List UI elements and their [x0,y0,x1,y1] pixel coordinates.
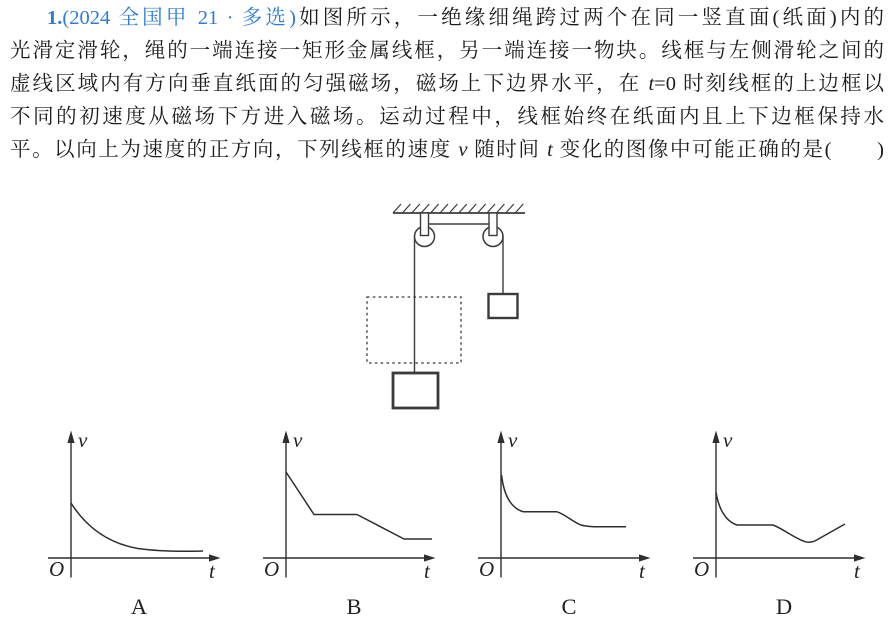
problem-number: 1. [47,7,63,29]
pulley-bracket-left [421,213,429,236]
y-axis-arrow [497,431,504,444]
problem-source-tag: (2024 全国甲 21 · 多选) [62,7,296,29]
text-line-3 [10,68,884,101]
statement-segment: =0 时刻线框的上边框以 [654,73,885,96]
block [489,294,518,318]
origin-label: O [49,557,65,581]
pulley-bracket-right [489,213,497,236]
statement-segment: 不同的初速度从磁场下方进入磁场。运动过程中，线框始终在纸面内且上下边框保持水 [10,106,884,129]
math-var-t: t [648,73,655,96]
t-axis-label: t [854,559,860,583]
math-var-t: t [547,139,553,162]
v-axis-label: v [293,428,303,452]
graph-option-b [263,428,436,619]
v-axis-label: v [78,428,88,452]
statement-segment: 虚线区域内有方向垂直纸面的匀强磁场，磁场上下边界水平，在 [10,73,649,96]
statement-segment: 随时间 [467,139,548,162]
velocity-curve [716,492,845,542]
option-letter-c: C [561,594,577,619]
text-line-2 [10,35,884,68]
t-axis-label: t [209,559,215,583]
statement-segment: 光滑定滑轮，绳的一端连接一矩形金属线框，另一端连接一物块。线框与左侧滑轮之间的 [10,40,884,63]
text-line-1 [10,2,884,35]
velocity-curve [286,472,432,539]
graph-option-d [693,428,866,619]
wire-frame [393,373,438,408]
t-axis-label: t [424,559,430,583]
problem-statement [10,2,884,167]
origin-label: O [479,557,495,581]
text-line-4 [10,101,884,134]
y-axis-arrow [67,431,74,444]
v-axis-label: v [723,428,733,452]
option-graphs [0,425,893,622]
math-var-v: v [458,139,468,162]
origin-label: O [694,557,710,581]
y-axis-arrow [282,431,289,444]
text-line-5 [10,134,884,167]
velocity-curve [502,475,627,527]
option-letter-b: B [346,594,362,619]
y-axis-arrow [712,431,719,444]
statement-segment: 平。以向上为速度的正方向，下列线框的速度 [10,139,459,162]
pulley-figure [350,198,550,420]
graph-option-c [478,428,651,619]
statement-segment: 如图所示，一绝缘细绳跨过两个在同一竖直面(纸面)内的 [295,7,885,29]
velocity-curve [71,503,203,551]
origin-label: O [264,557,280,581]
option-letter-d: D [775,594,793,619]
graph-option-a [48,428,221,619]
option-letter-a: A [130,594,148,619]
statement-segment: 变化的图像中可能正确的是( ) [552,139,884,162]
ceiling-hatching [393,204,523,213]
v-axis-label: v [508,428,518,452]
t-axis-label: t [639,559,645,583]
